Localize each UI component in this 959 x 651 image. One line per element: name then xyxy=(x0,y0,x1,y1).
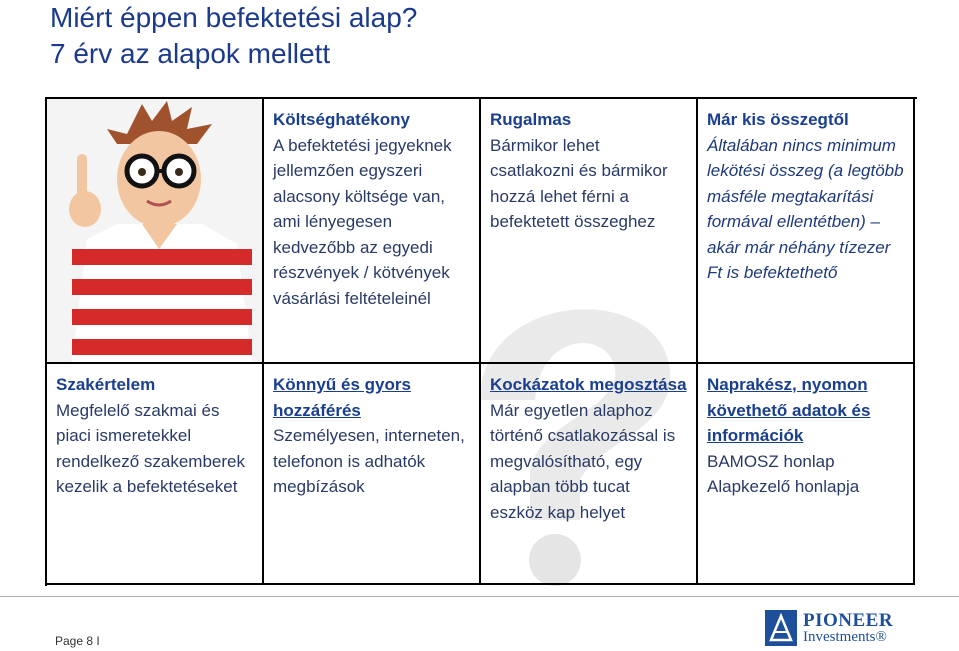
reason-expertise xyxy=(47,364,264,585)
page-title xyxy=(50,0,417,72)
reason-heading: Könnyű és gyors hozzáférés xyxy=(273,375,411,420)
reason-heading: Rugalmas xyxy=(490,110,572,129)
reasons-grid xyxy=(45,97,917,586)
title-line-2: 7 érv az alapok mellett xyxy=(50,38,331,69)
reason-text: Általában nincs minimum lekötési összeg (a legtöbb másféle megtakarítási formával ellentétben) – akár már néhány tízezer Ft is befektethető xyxy=(707,135,904,282)
reason-text: Személyesen, interneten, telefonon is adhatók megbízások xyxy=(273,426,465,496)
reason-text: Már egyetlen alaphoz történő csatlakozással is megvalósítható, egy alapban több tucat eszköz kap helyet xyxy=(490,400,676,522)
reason-flexible xyxy=(481,99,698,364)
reason-text: A befektetési jegyeknek jellemzően egyszeri alacsony költsége van, ami lényegesen kedvezőbb az egyedi részvények / kötvények vásárlási feltételeinél xyxy=(273,135,452,308)
reason-heading: Már kis összegtől xyxy=(707,110,849,129)
bamosz-website-text: BAMOSZ honlap xyxy=(707,451,835,471)
title-line-1: Miért éppen befektetési alap? xyxy=(50,2,418,33)
footer-divider xyxy=(0,596,959,597)
reason-easy-access xyxy=(264,364,481,585)
reason-heading: Naprakész, nyomon követhető adatok és információk xyxy=(707,375,871,445)
reason-heading: Szakértelem xyxy=(56,375,156,394)
boy-photo xyxy=(47,99,264,364)
page-number: Page 8 I xyxy=(55,634,100,648)
reason-risk-sharing xyxy=(481,364,698,585)
reason-up-to-date-info xyxy=(698,364,915,585)
logo-text-investments: Investments® xyxy=(803,629,887,645)
reason-heading: Költséghatékony xyxy=(273,110,410,129)
reason-text: Megfelelő szakmai és piaci ismeretekkel rendelkező szakemberek kezelik a befektetéseket xyxy=(56,400,245,496)
boy-illustration xyxy=(47,99,262,362)
reason-cost-efficient xyxy=(264,99,481,364)
reason-text: Bármikor lehet csatlakozni és bármikor hozzá lehet férni a befektetett összeghez xyxy=(490,135,668,231)
reason-heading: Kockázatok megosztása xyxy=(490,375,687,394)
fund-manager-website-text: Alapkezelő honlapja xyxy=(707,477,860,496)
pioneer-logo xyxy=(765,610,935,646)
reason-small-amount xyxy=(698,99,915,364)
logo-text-pioneer: PIONEER xyxy=(803,610,894,631)
logo-mark-icon xyxy=(765,610,797,646)
